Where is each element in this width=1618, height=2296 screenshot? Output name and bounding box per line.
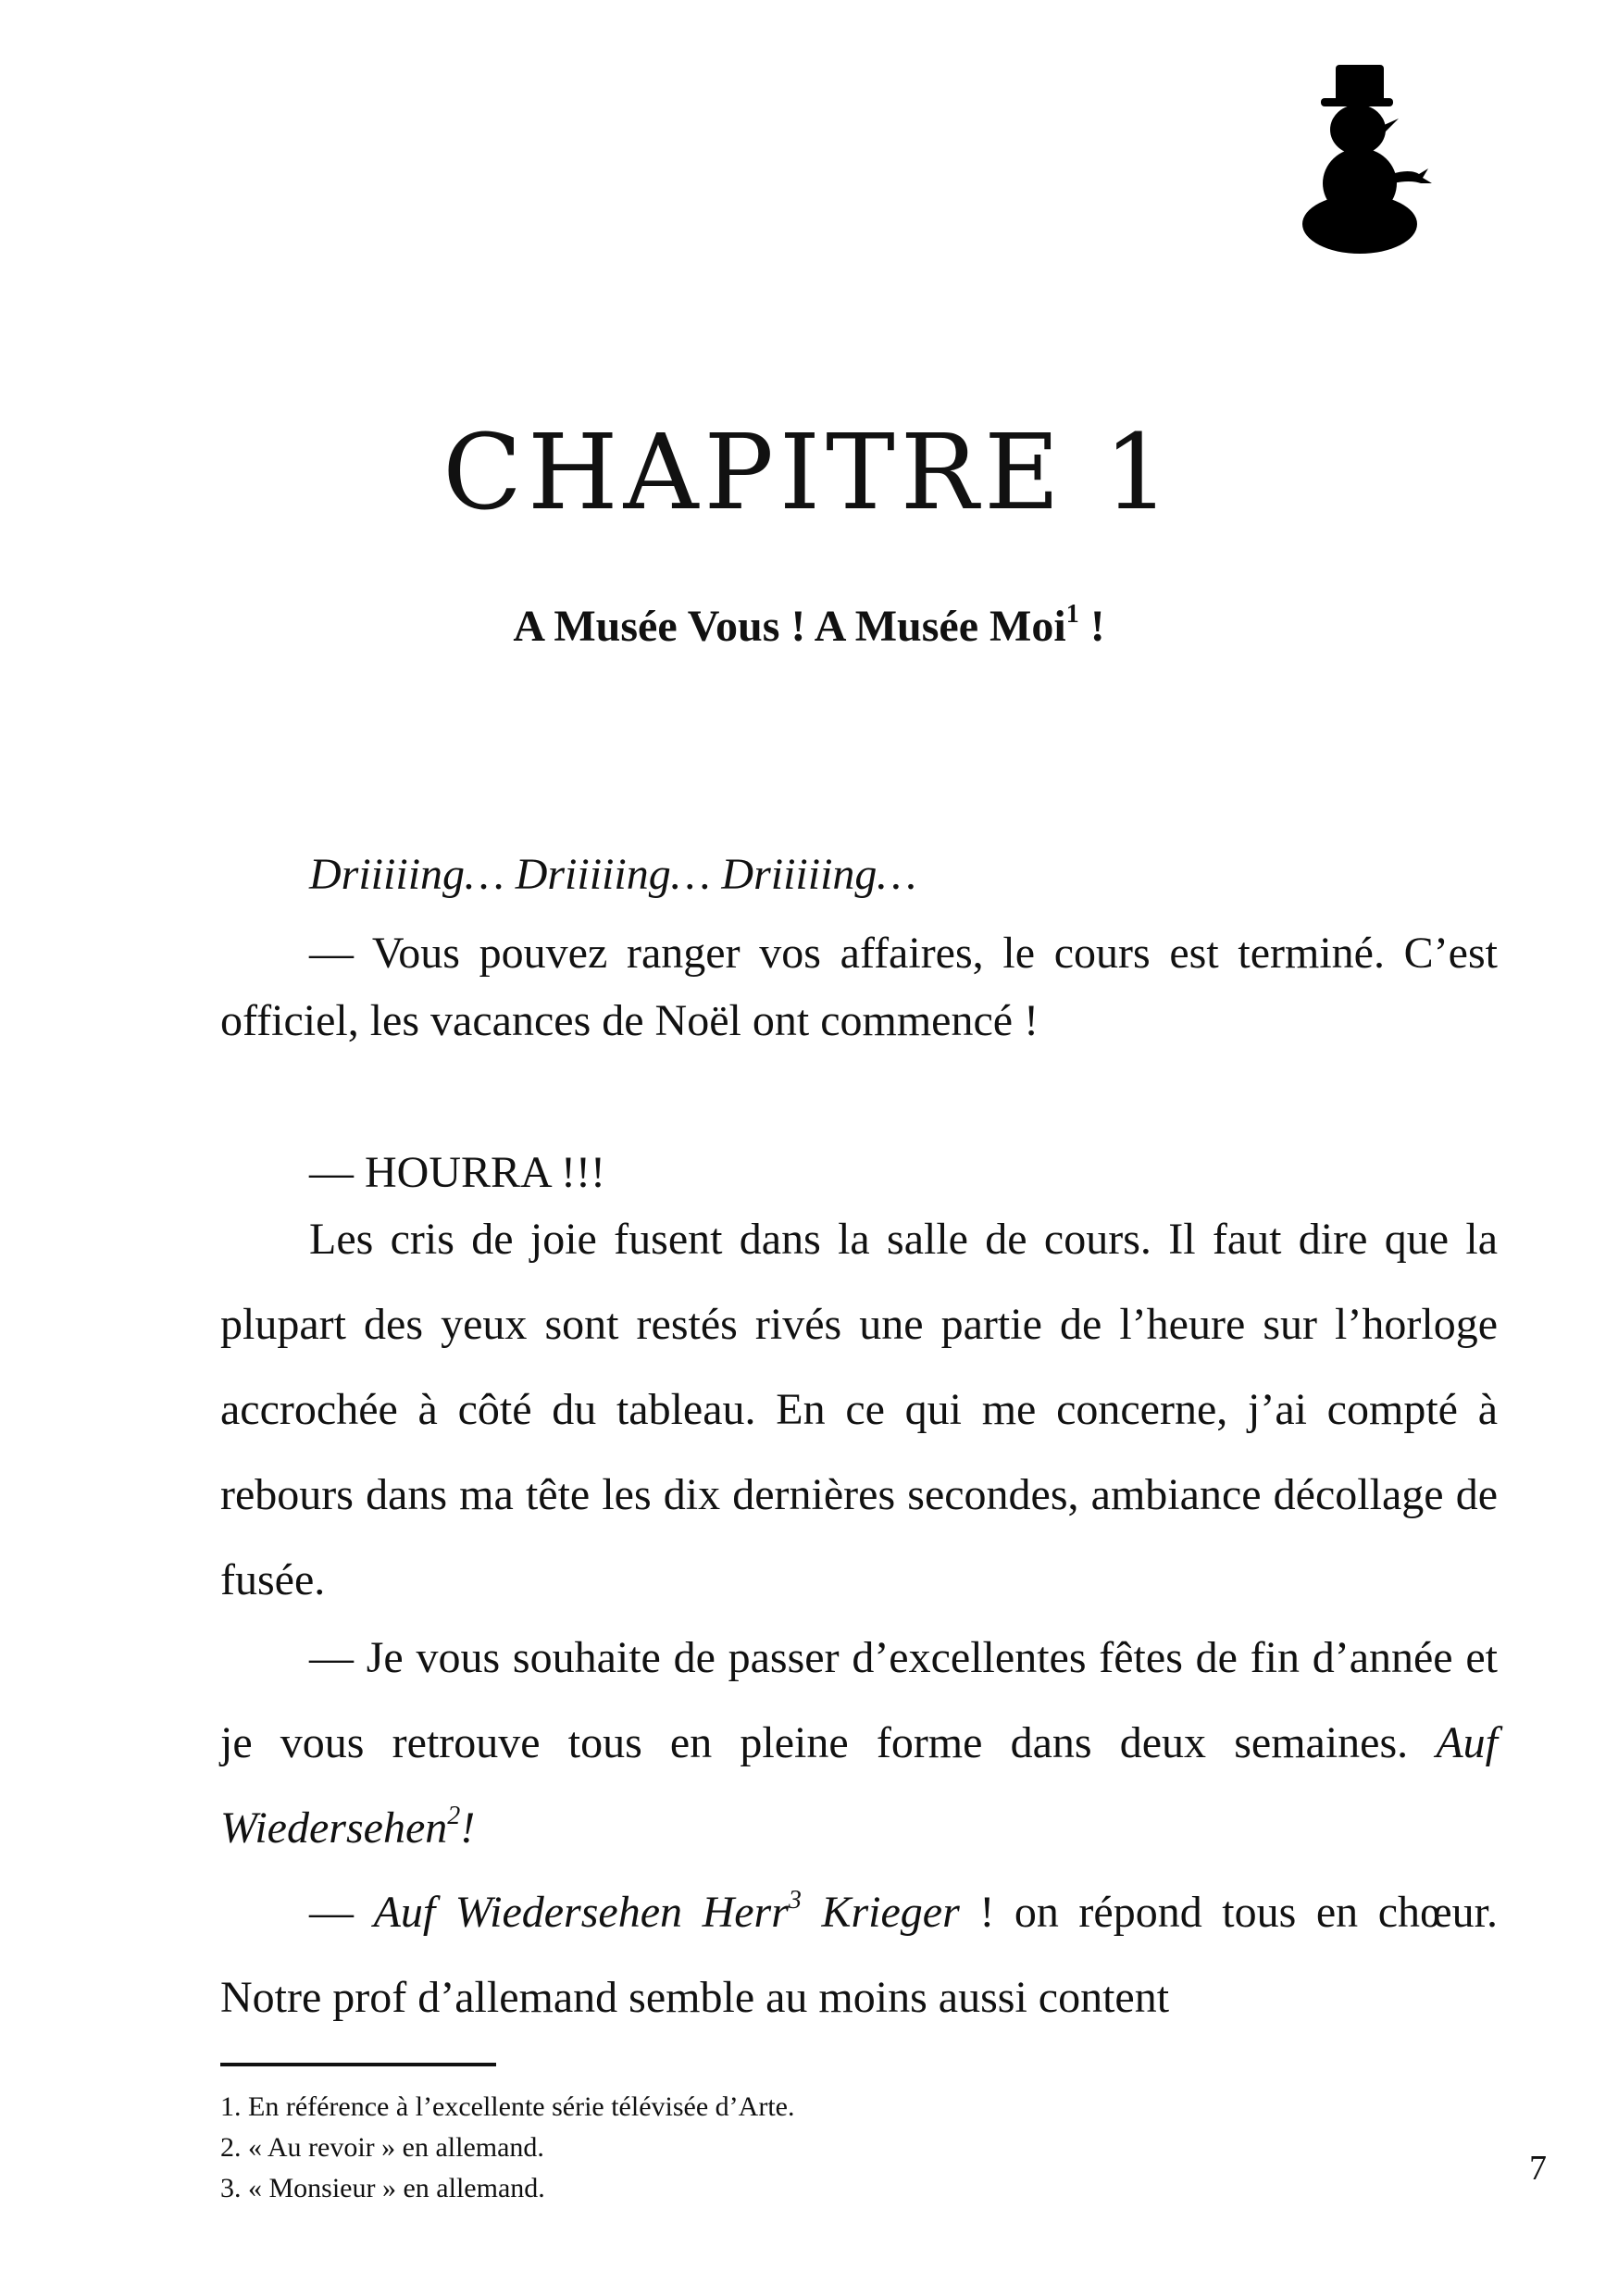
snowman-icon	[1301, 65, 1444, 255]
footnote-ref-1: 1	[1065, 600, 1079, 629]
footnote-divider	[220, 2063, 496, 2066]
paragraph-ringing	[220, 831, 1498, 918]
chapter-title: CHAPITRE 1	[442, 413, 1176, 533]
chapter-subtitle	[0, 600, 1618, 651]
paragraph-3-text: Les cris de joie fusent dans la salle de cours. Il faut dire que la plupart des yeux sont restés rivés une partie de l’heure sur l’horloge accrochée à côté du tableau. En ce qui me concerne, j’ai compté à rebours dans ma tête les dix dernières secondes, ambiance décollage de fusée.	[220, 1215, 1498, 1604]
paragraph-3	[220, 1197, 1498, 1623]
paragraph-5-text	[220, 1870, 1498, 2040]
paragraph-4-main: — Je vous souhaite de passer d’excellentes fêtes de fin d’année et je vous retrouve tous en pleine forme dans deux semaines.	[220, 1633, 1498, 1767]
german-greeting: Auf Wiedersehen Herr	[373, 1888, 789, 1937]
dialogue-dash: —	[309, 1888, 374, 1937]
teacher-name: Krieger	[801, 1888, 960, 1937]
chapter-subtitle-text: A Musée Vous ! A Musée Moi	[513, 602, 1066, 651]
chapter-subtitle-end: !	[1078, 602, 1105, 651]
paragraph-2-text: — HOURRA !!!	[309, 1148, 605, 1197]
paragraph-5-rest: ! on répond tous en chœur. Notre prof d’allemand semble au moins aussi content	[220, 1888, 1498, 2022]
paragraph-4-end: !	[460, 1803, 476, 1853]
paragraph-1-text: — Vous pouvez ranger vos affaires, le cours est terminé. C’est officiel, les vacances de Noël ont commencé !	[220, 929, 1498, 1045]
paragraph-4-text	[220, 1616, 1498, 1871]
footnote-3: 3. « Monsieur » en allemand.	[220, 2173, 545, 2203]
footnote-1: 1. En référence à l’excellente série télévisée d’Arte.	[220, 2091, 795, 2122]
footnote-ref-3: 3	[788, 1886, 802, 1915]
footnote-ref-2: 2	[447, 1802, 461, 1830]
paragraph-1	[220, 919, 1498, 1054]
german-phrase: Auf Wiedersehen	[220, 1718, 1498, 1853]
paragraph-4	[220, 1616, 1498, 1871]
ringing-text: Driiiiing… Driiiiing… Driiiiing…	[309, 850, 917, 899]
footnote-2: 2. « Au revoir » en allemand.	[220, 2132, 544, 2163]
paragraph-5	[220, 1870, 1498, 2040]
page-number: 7	[1529, 2149, 1547, 2188]
footnotes	[220, 2087, 794, 2209]
